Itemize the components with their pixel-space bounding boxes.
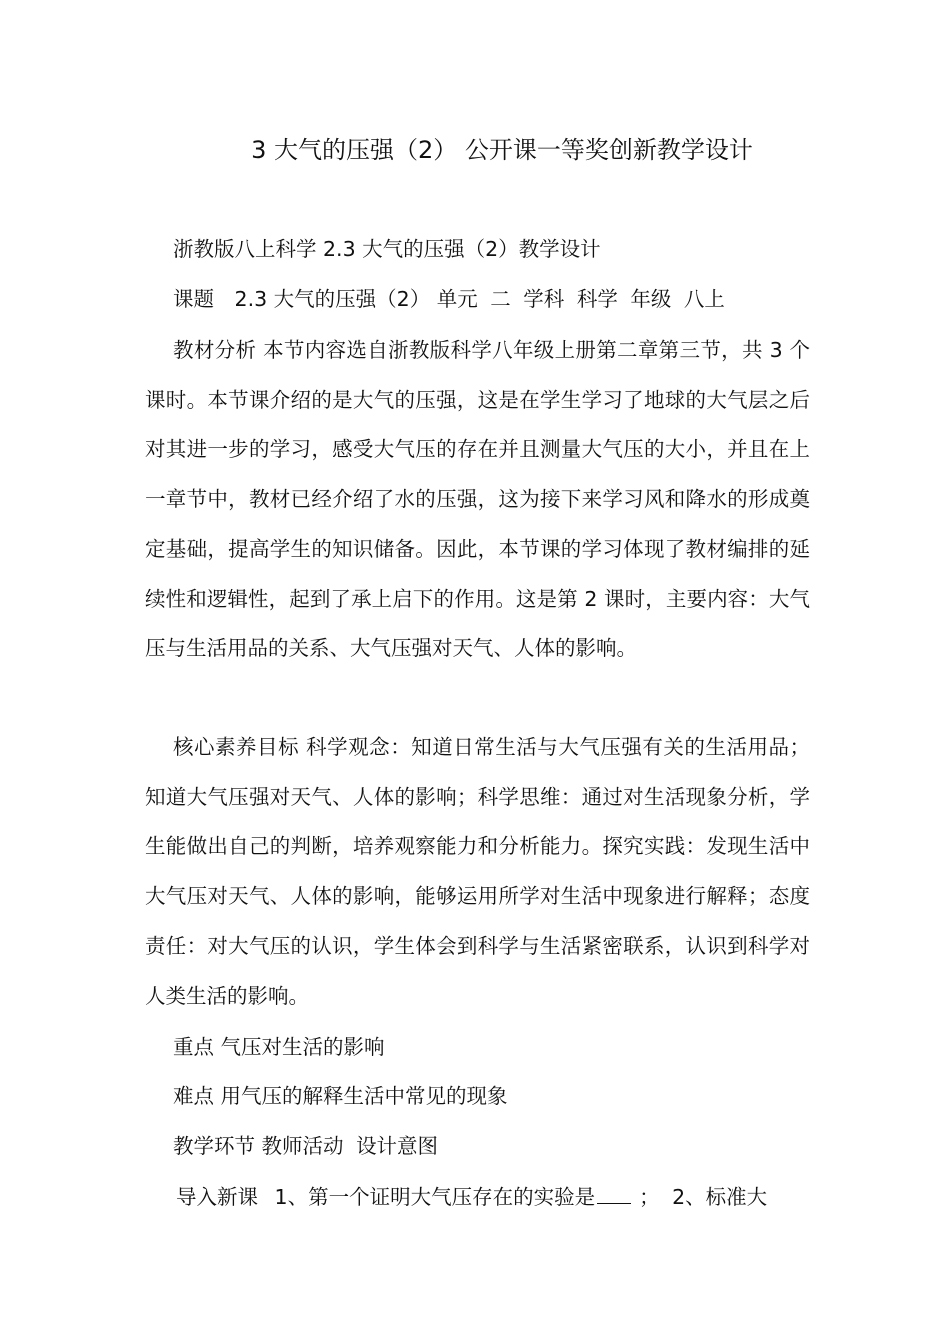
answer-blank (597, 1185, 631, 1204)
analysis-paragraph (145, 326, 810, 674)
analysis-label: 教材分析 (173, 338, 257, 362)
info-row (173, 284, 725, 314)
subject-label: 学科 (523, 287, 565, 311)
topic-label: 课题 (173, 287, 214, 311)
unit-value: 二 (490, 287, 511, 311)
goals-paragraph (145, 723, 810, 1021)
difficulty-row (173, 1081, 508, 1111)
intro-question-1: 1、第一个证明大气压存在的实验是 (274, 1185, 596, 1209)
table-header-row (173, 1131, 438, 1161)
intro-separator: ； (639, 1185, 660, 1209)
difficulty-label: 难点 (173, 1084, 214, 1108)
key-point-label: 重点 (173, 1035, 214, 1059)
col-teacher-header: 教师活动 (261, 1134, 344, 1158)
unit-label: 单元 (436, 287, 478, 311)
intro-label: 导入新课 (176, 1185, 258, 1209)
difficulty-text: 用气压的解释生活中常见的现象 (220, 1084, 508, 1108)
analysis-text: 本节内容选自浙教版科学八年级上册第二章第三节，共 3 个课时。本节课介绍的是大气的压强，这是在学生学习了地球的大气层之后对其进一步的学习，感受大气压的存在并且测量大气压的大小，并且在上一章节中，教材已经介绍了水的压强，这为接下来学习风和降水的形成奠定基础，提高学生的知识储备。因此，本节课的学习体现了教材编排的延续性和逻辑性，起到了承上启下的作用。这是第 2 课时，主要内容：大气压与生活用品的关系、大气压强对天气、人体的影响。 (145, 338, 810, 661)
intro-row (176, 1182, 767, 1212)
topic-value: 2.3 大气的压强（2） (234, 287, 431, 311)
grade-value: 八上 (683, 287, 725, 311)
goals-label: 核心素养目标 (173, 735, 300, 759)
grade-label: 年级 (630, 287, 672, 311)
key-point-row (173, 1032, 385, 1062)
subject-value: 科学 (576, 287, 618, 311)
goals-text: 科学观念：知道日常生活与大气压强有关的生活用品；知道大气压强对天气、人体的影响；科学思维：通过对生活现象分析，学生能做出自己的判断，培养观察能力和分析能力。探究实践：发现生活中大气压对天气、人体的影响，能够运用所学对生活中现象进行解释；态度责任：对大气压的认识，学生体会到科学与生活紧密联系，认识到科学对人类生活的影响。 (145, 735, 810, 1008)
intro-question-2: 2、标准大 (672, 1185, 768, 1209)
col-stage-header: 教学环节 (173, 1134, 255, 1158)
key-point-text: 气压对生活的影响 (220, 1035, 385, 1059)
document-title: 3 大气的压强（2） 公开课一等奖创新教学设计 (251, 136, 753, 164)
col-intent-header: 设计意图 (356, 1134, 439, 1158)
document-subtitle: 浙教版八上科学 2.3 大气的压强（2）教学设计 (173, 237, 601, 261)
